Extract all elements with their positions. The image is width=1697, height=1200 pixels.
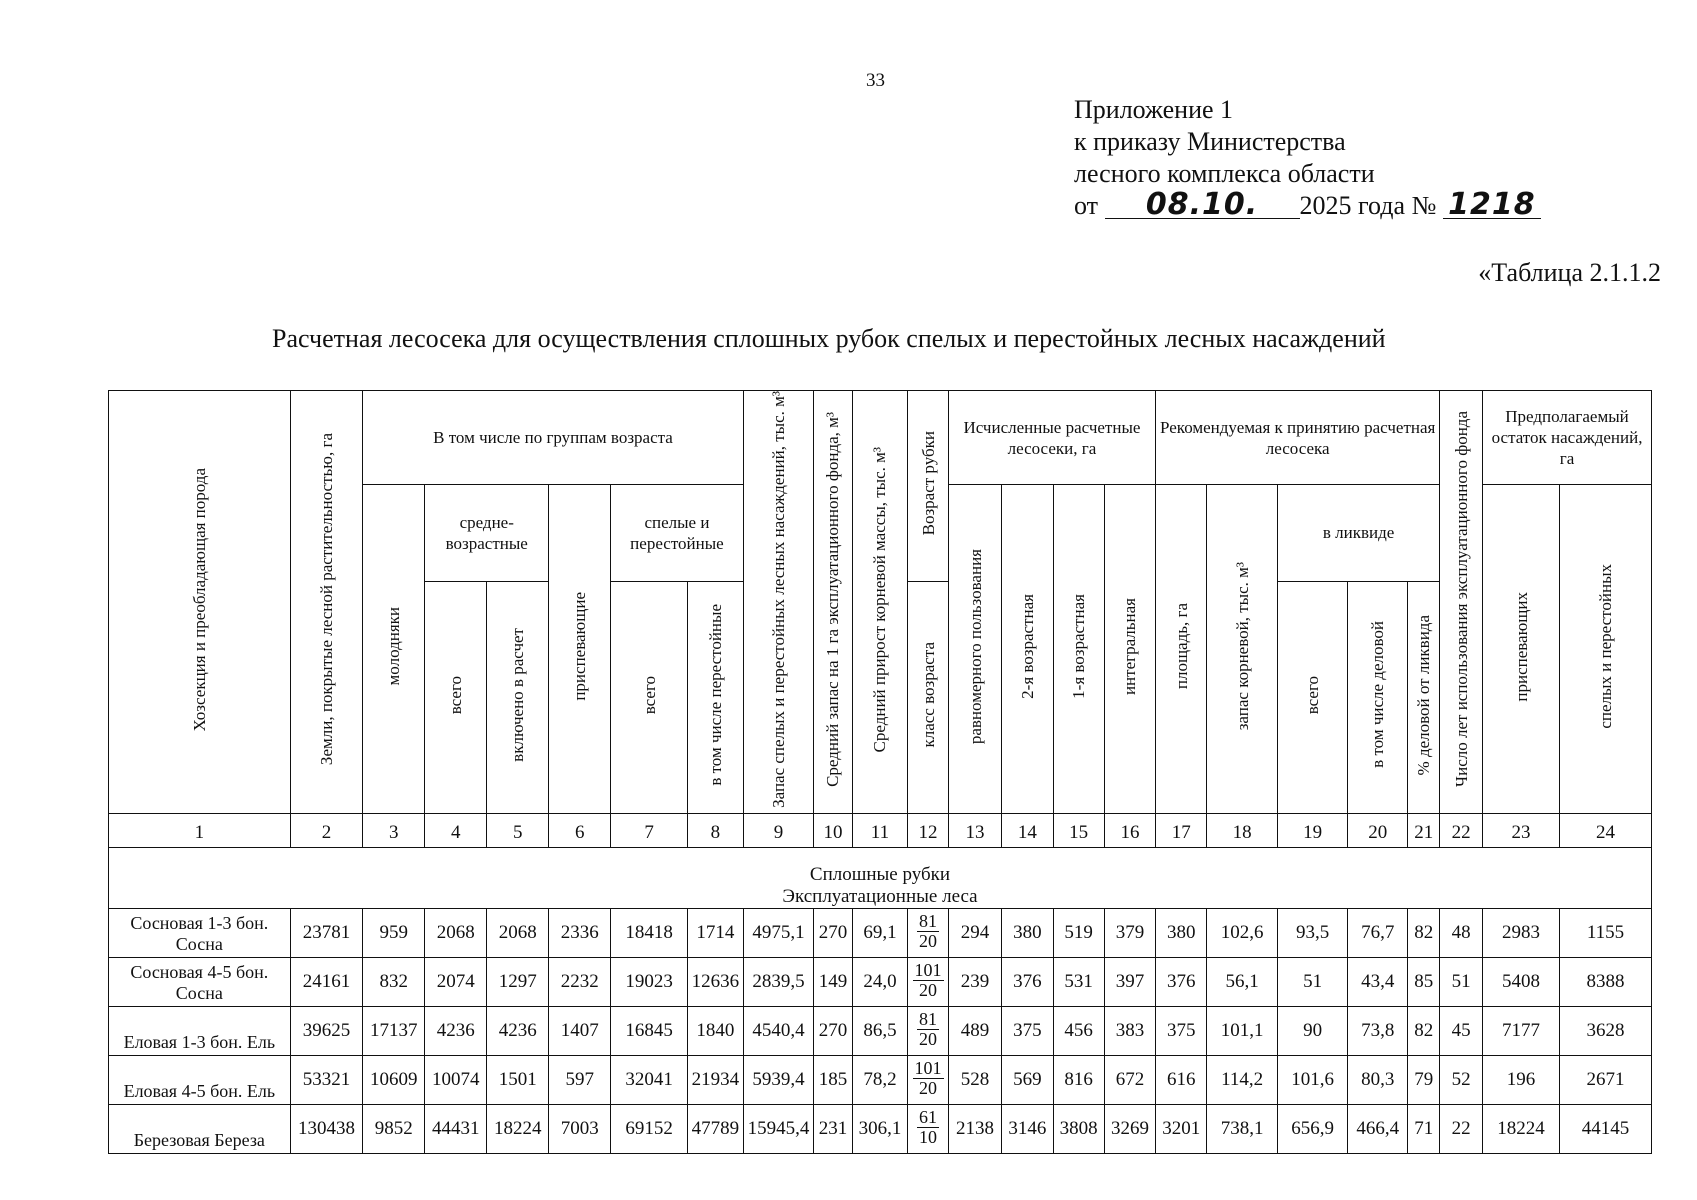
table-cell-col-24: 2671 xyxy=(1559,1055,1651,1104)
table-cell-col-14: 376 xyxy=(1002,957,1053,1006)
table-cell-col-3: 17137 xyxy=(363,1006,425,1055)
table-cell-col-6: 7003 xyxy=(549,1104,611,1153)
table-cell-col-5: 4236 xyxy=(487,1006,549,1055)
table-row xyxy=(109,1055,1652,1104)
table-cell-col-20: 43,4 xyxy=(1348,957,1408,1006)
header-liquid: в ликвиде xyxy=(1277,485,1439,582)
column-number-cell: 13 xyxy=(948,813,1001,847)
table-cell-col-8: 12636 xyxy=(688,957,744,1006)
column-number-cell: 6 xyxy=(549,813,611,847)
table-cell-col-9: 4540,4 xyxy=(743,1006,814,1055)
table-cell-col-19: 656,9 xyxy=(1277,1104,1348,1153)
table-cell-col-7: 18418 xyxy=(611,908,688,957)
column-number-cell: 21 xyxy=(1408,813,1440,847)
table-cell-col-20: 73,8 xyxy=(1348,1006,1408,1055)
page-number: 33 xyxy=(866,70,885,91)
fraction-bottom: 20 xyxy=(919,1078,938,1099)
header-col-15: 1-я возрастная xyxy=(1053,485,1104,814)
table-cell-col-4: 44431 xyxy=(425,1104,487,1153)
age-class-fraction-cell xyxy=(908,908,949,957)
table-cell-col-2: 53321 xyxy=(290,1055,363,1104)
table-cell-col-14: 569 xyxy=(1002,1055,1053,1104)
table-cell-col-13: 2138 xyxy=(948,1104,1001,1153)
appendix-block xyxy=(1074,94,1541,222)
table-cell-col-6: 2336 xyxy=(549,908,611,957)
appendix-line-1: Приложение 1 xyxy=(1074,95,1234,124)
header-col-12: класс возраста xyxy=(908,581,949,813)
age-class-fraction xyxy=(913,1059,944,1098)
age-class-fraction xyxy=(917,1108,939,1147)
table-cell-col-2: 39625 xyxy=(290,1006,363,1055)
table-cell-col-18: 102,6 xyxy=(1207,908,1278,957)
date-prefix: от xyxy=(1074,191,1099,220)
fraction-bottom: 20 xyxy=(919,931,938,952)
table-cell-col-10: 270 xyxy=(814,908,852,957)
table-cell-col-23: 18224 xyxy=(1483,1104,1560,1153)
table-cell-col-23: 7177 xyxy=(1483,1006,1560,1055)
table-cell-col-16: 397 xyxy=(1104,957,1155,1006)
row-name-cell: Березовая Береза xyxy=(109,1104,291,1153)
column-number-cell: 15 xyxy=(1053,813,1104,847)
fraction-top: 61 xyxy=(919,1107,938,1128)
table-cell-col-5: 1501 xyxy=(487,1055,549,1104)
table-cell-col-7: 69152 xyxy=(611,1104,688,1153)
age-class-fraction-cell xyxy=(908,1055,949,1104)
table-cell-col-15: 531 xyxy=(1053,957,1104,1006)
column-number-cell: 9 xyxy=(743,813,814,847)
table-cell-col-17: 3201 xyxy=(1156,1104,1207,1153)
header-col-13: равномерного пользования xyxy=(948,485,1001,814)
fraction-bottom: 10 xyxy=(919,1127,938,1148)
fraction-top: 101 xyxy=(914,1058,942,1079)
table-cell-col-4: 2068 xyxy=(425,908,487,957)
handwritten-order-number: 1218 xyxy=(1443,192,1541,219)
table-cell-col-11: 69,1 xyxy=(852,908,908,957)
column-number-cell: 23 xyxy=(1483,813,1560,847)
table-cell-col-24: 44145 xyxy=(1559,1104,1651,1153)
table-cell-col-24: 8388 xyxy=(1559,957,1651,1006)
table-cell-col-8: 21934 xyxy=(688,1055,744,1104)
forest-cutting-table xyxy=(108,390,1652,1154)
table-cell-col-8: 47789 xyxy=(688,1104,744,1153)
table-cell-col-21: 79 xyxy=(1408,1055,1440,1104)
appendix-line-2: к приказу Министерства xyxy=(1074,127,1346,156)
table-body xyxy=(109,908,1652,1153)
table-cell-col-6: 597 xyxy=(549,1055,611,1104)
table-cell-col-11: 86,5 xyxy=(852,1006,908,1055)
header-col-2: Земли, покрытые лесной растительностью, га xyxy=(290,391,363,814)
header-remaining: Предполагаемый остаток насаждений, га xyxy=(1483,391,1652,485)
table-cell-col-23: 2983 xyxy=(1483,908,1560,957)
table-cell-col-2: 23781 xyxy=(290,908,363,957)
table-cell-col-19: 51 xyxy=(1277,957,1348,1006)
age-class-fraction xyxy=(917,1010,939,1049)
table-row xyxy=(109,1006,1652,1055)
table-cell-col-22: 51 xyxy=(1440,957,1483,1006)
table-cell-col-23: 5408 xyxy=(1483,957,1560,1006)
age-class-fraction xyxy=(917,912,939,951)
table-cell-col-8: 1840 xyxy=(688,1006,744,1055)
header-col-6: приспевающие xyxy=(549,485,611,814)
table-cell-col-11: 78,2 xyxy=(852,1055,908,1104)
table-cell-col-8: 1714 xyxy=(688,908,744,957)
section-line-2: Эксплуатационные леса xyxy=(782,885,978,907)
table-cell-col-4: 10074 xyxy=(425,1055,487,1104)
column-number-cell: 11 xyxy=(852,813,908,847)
handwritten-date: 08.10. xyxy=(1105,192,1300,219)
column-number-cell: 10 xyxy=(814,813,852,847)
column-number-cell: 5 xyxy=(487,813,549,847)
table-row xyxy=(109,908,1652,957)
fraction-bottom: 20 xyxy=(919,980,938,1001)
header-middle-aged: средне-возрастные xyxy=(425,485,549,582)
table-row xyxy=(109,957,1652,1006)
column-number-cell: 2 xyxy=(290,813,363,847)
column-number-cell: 19 xyxy=(1277,813,1348,847)
table-cell-col-4: 4236 xyxy=(425,1006,487,1055)
header-col-20: в том числе деловой xyxy=(1348,581,1408,813)
column-number-cell: 22 xyxy=(1440,813,1483,847)
section-line-1: Сплошные рубки xyxy=(809,863,951,885)
column-number-cell: 16 xyxy=(1104,813,1155,847)
row-name-cell: Сосновая 1-3 бон. Сосна xyxy=(109,908,291,957)
fraction-top: 101 xyxy=(914,960,942,981)
header-col-14: 2-я возрастная xyxy=(1002,485,1053,814)
table-cell-col-10: 185 xyxy=(814,1055,852,1104)
table-cell-col-23: 196 xyxy=(1483,1055,1560,1104)
table-cell-col-5: 2068 xyxy=(487,908,549,957)
table-cell-col-6: 2232 xyxy=(549,957,611,1006)
header-col-9: Запас спелых и перестойных лесных насаждений, тыс. м³ xyxy=(743,391,814,814)
table-cell-col-15: 3808 xyxy=(1053,1104,1104,1153)
column-number-cell: 8 xyxy=(688,813,744,847)
table-cell-col-16: 379 xyxy=(1104,908,1155,957)
table-cell-col-10: 231 xyxy=(814,1104,852,1153)
column-number-cell: 3 xyxy=(363,813,425,847)
table-cell-col-3: 10609 xyxy=(363,1055,425,1104)
table-cell-col-7: 16845 xyxy=(611,1006,688,1055)
table-cell-col-5: 18224 xyxy=(487,1104,549,1153)
age-class-fraction-cell xyxy=(908,1104,949,1153)
header-mature: спелые и перестойные xyxy=(611,485,744,582)
header-col-8: в том числе перестойные xyxy=(688,581,744,813)
table-cell-col-17: 376 xyxy=(1156,957,1207,1006)
table-cell-col-10: 149 xyxy=(814,957,852,1006)
table-cell-col-9: 15945,4 xyxy=(743,1104,814,1153)
header-col-22: Число лет использования эксплуатационного фонда xyxy=(1440,391,1483,814)
table-cell-col-21: 71 xyxy=(1408,1104,1440,1153)
header-calculated: Исчисленные расчетные лесосеки, га xyxy=(948,391,1155,485)
age-class-fraction xyxy=(913,961,944,1000)
table-cell-col-2: 130438 xyxy=(290,1104,363,1153)
table-cell-col-18: 738,1 xyxy=(1207,1104,1278,1153)
table-cell-col-11: 306,1 xyxy=(852,1104,908,1153)
table-cell-col-9: 4975,1 xyxy=(743,908,814,957)
table-cell-col-18: 114,2 xyxy=(1207,1055,1278,1104)
table-cell-col-2: 24161 xyxy=(290,957,363,1006)
column-number-cell: 12 xyxy=(908,813,949,847)
table-cell-col-16: 383 xyxy=(1104,1006,1155,1055)
table-cell-col-20: 80,3 xyxy=(1348,1055,1408,1104)
header-col-16: интегральная xyxy=(1104,485,1155,814)
header-col-19: всего xyxy=(1277,581,1348,813)
table-cell-col-21: 82 xyxy=(1408,1006,1440,1055)
appendix-date-line xyxy=(1074,187,1541,222)
table-cell-col-9: 2839,5 xyxy=(743,957,814,1006)
header-col-21: % деловой от ликвида xyxy=(1408,581,1440,813)
header-col-5: включено в расчет xyxy=(487,581,549,813)
table-cell-col-3: 959 xyxy=(363,908,425,957)
header-col-10: Средний запас на 1 га эксплуатационного фонда, м³ xyxy=(814,391,852,814)
column-number-cell: 20 xyxy=(1348,813,1408,847)
table-cell-col-14: 380 xyxy=(1002,908,1053,957)
table-cell-col-17: 375 xyxy=(1156,1006,1207,1055)
table-row xyxy=(109,1104,1652,1153)
column-number-cell: 24 xyxy=(1559,813,1651,847)
table-cell-col-18: 101,1 xyxy=(1207,1006,1278,1055)
header-col-3: молодняки xyxy=(363,485,425,814)
table-cell-col-15: 816 xyxy=(1053,1055,1104,1104)
table-cell-col-13: 294 xyxy=(948,908,1001,957)
header-col-23: приспевающих xyxy=(1483,485,1560,814)
table-cell-col-19: 101,6 xyxy=(1277,1055,1348,1104)
table-cell-col-24: 3628 xyxy=(1559,1006,1651,1055)
fraction-bottom: 20 xyxy=(919,1029,938,1050)
table-cell-col-15: 456 xyxy=(1053,1006,1104,1055)
table-cell-col-24: 1155 xyxy=(1559,908,1651,957)
row-name-cell: Еловая 1-3 бон. Ель xyxy=(109,1006,291,1055)
table-cell-col-17: 616 xyxy=(1156,1055,1207,1104)
table-cell-col-14: 3146 xyxy=(1002,1104,1053,1153)
table-cell-col-9: 5939,4 xyxy=(743,1055,814,1104)
column-number-cell: 17 xyxy=(1156,813,1207,847)
table-cell-col-14: 375 xyxy=(1002,1006,1053,1055)
table-cell-col-13: 239 xyxy=(948,957,1001,1006)
table-cell-col-20: 466,4 xyxy=(1348,1104,1408,1153)
column-number-cell: 7 xyxy=(611,813,688,847)
table-cell-col-16: 672 xyxy=(1104,1055,1155,1104)
age-class-fraction-cell xyxy=(908,1006,949,1055)
column-number-row xyxy=(109,813,1652,847)
table-cell-col-22: 48 xyxy=(1440,908,1483,957)
table-cell-col-16: 3269 xyxy=(1104,1104,1155,1153)
table-cell-col-4: 2074 xyxy=(425,957,487,1006)
table-cell-col-3: 832 xyxy=(363,957,425,1006)
header-recommended: Рекомендуемая к принятию расчетная лесосека xyxy=(1156,391,1440,485)
table-cell-col-13: 489 xyxy=(948,1006,1001,1055)
row-name-cell: Сосновая 4-5 бон. Сосна xyxy=(109,957,291,1006)
table-cell-col-13: 528 xyxy=(948,1055,1001,1104)
header-age-groups: В том числе по группам возраста xyxy=(363,391,743,485)
table-cell-col-22: 52 xyxy=(1440,1055,1483,1104)
table-cell-col-22: 22 xyxy=(1440,1104,1483,1153)
column-number-cell: 1 xyxy=(109,813,291,847)
table-cell-col-3: 9852 xyxy=(363,1104,425,1153)
appendix-line-3: лесного комплекса области xyxy=(1074,159,1375,188)
table-cell-col-19: 93,5 xyxy=(1277,908,1348,957)
header-col-11: Средний прирост корневой массы, тыс. м³ xyxy=(852,391,908,814)
header-col-7: всего xyxy=(611,581,688,813)
section-row xyxy=(109,847,1652,908)
header-col-18: запас корневой, тыс. м³ xyxy=(1207,485,1278,814)
header-cutting-age: Возраст рубки xyxy=(908,391,949,582)
row-name-cell: Еловая 4-5 бон. Ель xyxy=(109,1055,291,1104)
document-title: Расчетная лесосека для осуществления сплошных рубок спелых и перестойных лесных насаждений xyxy=(272,324,1386,353)
fraction-top: 81 xyxy=(919,1009,938,1030)
table-reference: «Таблица 2.1.1.2 xyxy=(1478,258,1661,287)
table-cell-col-15: 519 xyxy=(1053,908,1104,957)
table-cell-col-17: 380 xyxy=(1156,908,1207,957)
table-cell-col-20: 76,7 xyxy=(1348,908,1408,957)
header-col-4: всего xyxy=(425,581,487,813)
table-cell-col-11: 24,0 xyxy=(852,957,908,1006)
year-text: 2025 года № xyxy=(1299,191,1437,220)
table-cell-col-6: 1407 xyxy=(549,1006,611,1055)
table-cell-col-7: 19023 xyxy=(611,957,688,1006)
table-cell-col-10: 270 xyxy=(814,1006,852,1055)
table-cell-col-5: 1297 xyxy=(487,957,549,1006)
column-number-cell: 14 xyxy=(1002,813,1053,847)
age-class-fraction-cell xyxy=(908,957,949,1006)
table-cell-col-21: 82 xyxy=(1408,908,1440,957)
table-cell-col-21: 85 xyxy=(1408,957,1440,1006)
table-cell-col-18: 56,1 xyxy=(1207,957,1278,1006)
fraction-top: 81 xyxy=(919,911,938,932)
header-col-1: Хозсекция и преобладающая порода xyxy=(109,391,291,814)
header-col-17: площадь, га xyxy=(1156,485,1207,814)
section-heading xyxy=(109,847,1652,908)
table-cell-col-22: 45 xyxy=(1440,1006,1483,1055)
table-cell-col-19: 90 xyxy=(1277,1006,1348,1055)
header-col-24: спелых и перестойных xyxy=(1559,485,1651,814)
table-cell-col-7: 32041 xyxy=(611,1055,688,1104)
column-number-cell: 4 xyxy=(425,813,487,847)
column-number-cell: 18 xyxy=(1207,813,1278,847)
